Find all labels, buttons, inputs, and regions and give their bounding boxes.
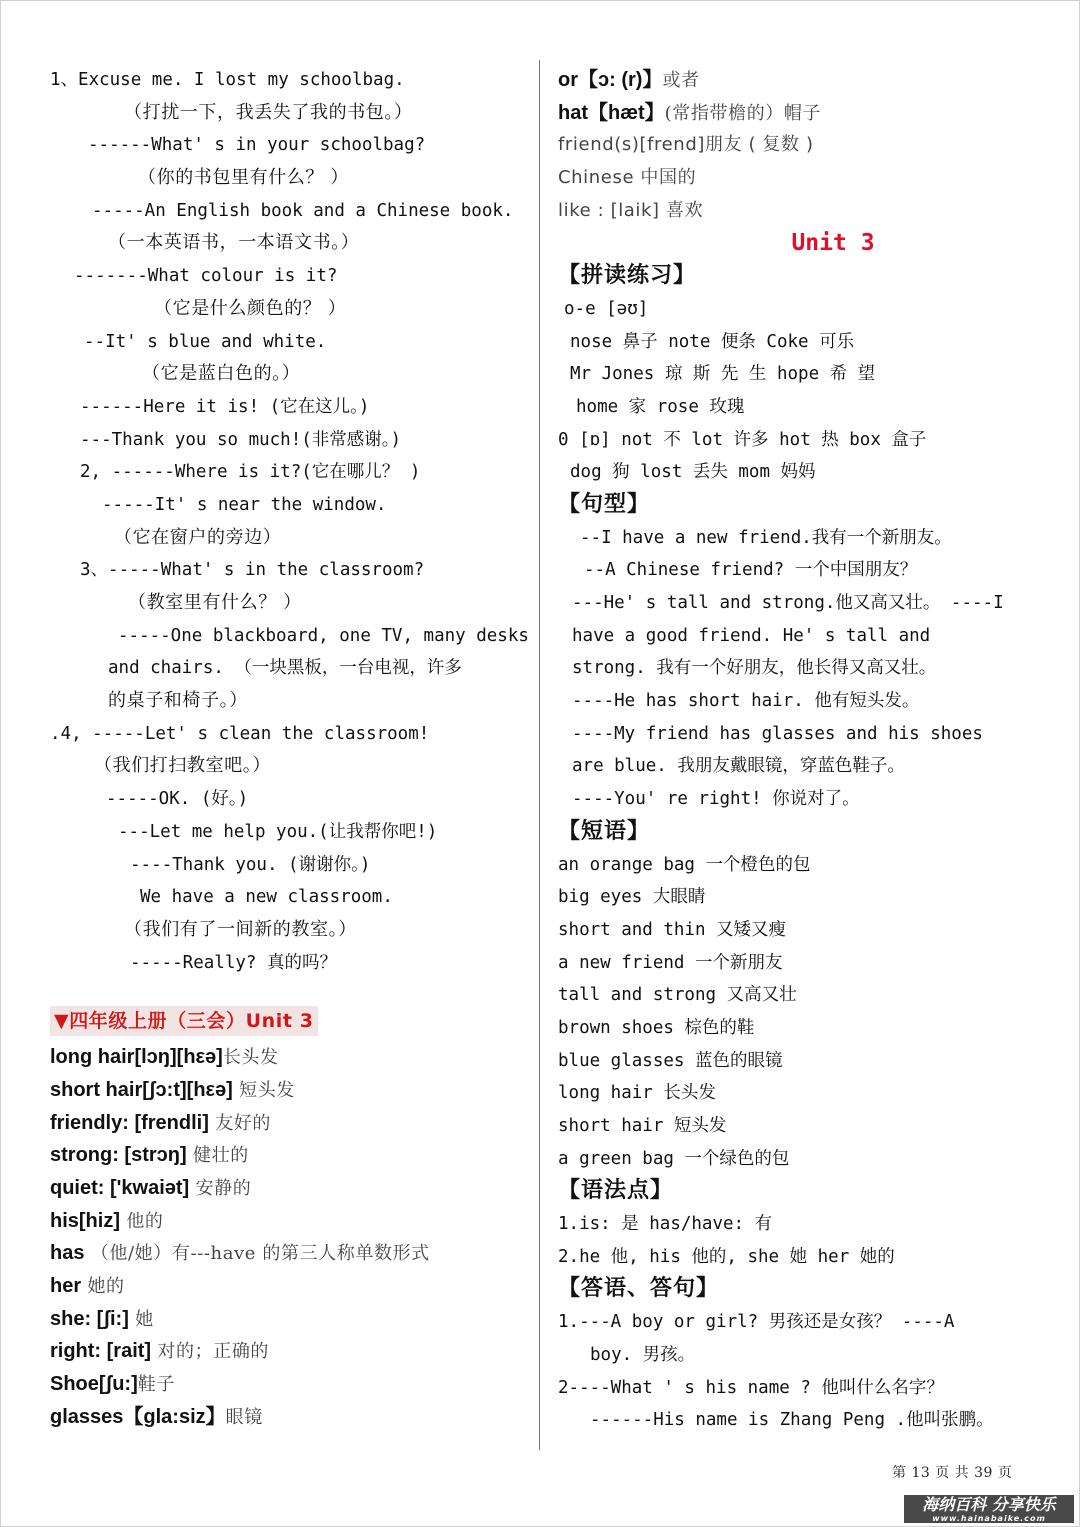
pattern-line: have a good friend. He' s tall and — [572, 625, 931, 646]
vocab-meaning: 长头发 — [222, 1047, 279, 1069]
spelling-list — [558, 293, 1048, 489]
vocab-item — [558, 64, 1048, 97]
page-footer: 第 13 页 共 39 页 — [892, 1465, 1013, 1481]
spelling-line: 0 [ɒ] not 不 lot 许多 hot 热 box 盒子 — [558, 429, 927, 450]
dialogue-line: -----It' s near the window. — [102, 494, 387, 515]
pattern-line: ----My friend has glasses and his shoes — [572, 723, 983, 744]
vocab-meaning: 他的 — [120, 1210, 164, 1232]
grammar-list — [558, 1208, 1048, 1273]
pattern-line: --I have a new friend.我有一个新朋友。 — [580, 527, 952, 548]
vocab-meaning: 短头发 — [232, 1079, 295, 1101]
dialogue-line: （它在窗户的旁边） — [114, 526, 282, 548]
vocab-item: friend(s)[frend]朋友 ( 复数 ) — [558, 134, 814, 156]
vocab-item — [558, 97, 1048, 130]
vocab-item — [50, 1041, 530, 1074]
dialogue-line: -----One blackboard, one TV, many desks — [118, 625, 529, 646]
vocab-item — [50, 1401, 530, 1434]
phrase-line: a green bag 一个绿色的包 — [558, 1148, 790, 1169]
section-title: ▼四年级上册（三会）Unit 3 — [50, 1006, 318, 1036]
vocab-item — [50, 1107, 530, 1140]
vocab-word: his[hiz] — [50, 1209, 120, 1232]
answer-heading: 【答语、答句】 — [558, 1276, 720, 1302]
vocab-item — [50, 1237, 530, 1270]
phrase-line: a new friend 一个新朋友 — [558, 952, 783, 973]
grammar-heading: 【语法点】 — [558, 1178, 674, 1204]
spelling-line: o-e [əʊ] — [564, 298, 649, 319]
vocab-meaning: (常指带檐的）帽子 — [664, 102, 822, 124]
vocab-meaning: 鞋子 — [137, 1374, 175, 1396]
dialogue-line: .4, -----Let' s clean the classroom! — [50, 723, 430, 744]
answer-line: 1.---A boy or girl? 男孩还是女孩？ ----A — [558, 1312, 955, 1333]
pattern-list — [558, 522, 1048, 816]
vocab-word: strong: [strɔŋ] — [50, 1144, 187, 1167]
phrase-line: big eyes 大眼睛 — [558, 887, 706, 908]
column-divider — [539, 60, 540, 1450]
watermark-text: 海纳百科 分享快乐 — [922, 1495, 1056, 1514]
phrase-line: tall and strong 又高又壮 — [558, 985, 797, 1006]
dialogue-line: （它是蓝白色的。） — [142, 363, 301, 385]
vocab-item — [50, 1335, 530, 1368]
vocab-meaning: 友好的 — [208, 1112, 272, 1134]
spelling-line: home 家 rose 玫瑰 — [576, 396, 745, 417]
dialogue-line: -----OK. (好。) — [106, 789, 249, 810]
vocab-word: has — [50, 1242, 85, 1265]
vocab-word: long hair[lɔŋ][hεə] — [50, 1046, 223, 1069]
pattern-line: ----He has short hair. 他有短头发。 — [572, 691, 920, 712]
vocab-item — [50, 1303, 530, 1336]
vocab-word: quiet: ['kwaiət] — [50, 1177, 190, 1199]
grammar-line: 1.is: 是 has/have: 有 — [558, 1214, 773, 1235]
vocab-word: Shoe[ʃu:] — [50, 1373, 138, 1396]
dialogue-line: ---Thank you so much!(非常感谢。) — [80, 429, 402, 450]
vocab-list — [50, 1041, 530, 1433]
vocab-word: her — [50, 1275, 82, 1298]
vocab-meaning: 她的 — [81, 1276, 125, 1298]
pattern-line: --A Chinese friend? 一个中国朋友？ — [584, 560, 918, 581]
dialogue-line: -----An English book and a Chinese book. — [92, 200, 514, 221]
answer-list — [558, 1306, 1048, 1437]
dialogue-line: （教室里有什么？ ） — [128, 592, 302, 613]
phrase-line: an orange bag 一个橙色的包 — [558, 854, 811, 875]
dialogue-line: ------What' s in your schoolbag? — [88, 135, 426, 156]
right-column — [558, 64, 1048, 1437]
vocab-item — [50, 1172, 530, 1205]
vocab-word: glasses【gla:siz】 — [50, 1405, 226, 1428]
dialogue-line: ------Here it is! (它在这儿。) — [80, 396, 370, 417]
vocab-word: she: [ʃi:] — [50, 1307, 129, 1330]
vocab-item — [50, 1205, 530, 1238]
spelling-line: Mr Jones 琼 斯 先 生 hope 希 望 — [570, 364, 876, 385]
dialogue-line: We have a new classroom. — [140, 887, 393, 908]
dialogue-line: -----Really? 真的吗？ — [130, 952, 337, 973]
vocab-meaning: （他/她）有---have 的第三人称单数形式 — [84, 1243, 430, 1265]
answer-line: ------His name is Zhang Peng .他叫张鹏。 — [590, 1410, 994, 1431]
vocab-word: friendly: [frendli] — [50, 1111, 209, 1134]
vocab-item — [50, 1270, 530, 1303]
dialogue-line: and chairs. （一块黑板，一台电视，许多 — [108, 658, 462, 679]
watermark-url: www.hainabaike.com — [932, 1514, 1046, 1523]
answer-line: boy. 男孩。 — [590, 1344, 696, 1365]
grammar-line: 2.he 他, his 他的, she 她 her 她的 — [558, 1246, 895, 1267]
vocab-item — [50, 1368, 530, 1401]
phrase-line: short hair 短头发 — [558, 1116, 727, 1136]
vocab-word: short hair[ʃɔ:t][hεə] — [50, 1078, 233, 1101]
phrase-line: brown shoes 棕色的鞋 — [558, 1017, 755, 1038]
pattern-line: are blue. 我朋友戴眼镜，穿蓝色鞋子。 — [572, 756, 905, 777]
vocab-meaning: 安静的 — [189, 1178, 252, 1199]
vocab-item — [50, 1074, 530, 1107]
pattern-heading: 【句型】 — [558, 491, 651, 517]
phrase-line: blue glasses 蓝色的眼镜 — [558, 1050, 783, 1071]
spelling-line: dog 狗 lost 丢失 mom 妈妈 — [570, 462, 816, 483]
vocab-meaning: 健壮的 — [186, 1145, 249, 1167]
dialogue-line: （一本英语书，一本语文书。） — [108, 232, 360, 254]
vocab-item — [50, 1139, 530, 1172]
phrase-line: long hair 长头发 — [558, 1083, 716, 1104]
dialogue-line: （打扰一下，我丢失了我的书包。） — [124, 101, 413, 123]
vocab-item: like : [laik] 喜欢 — [558, 199, 704, 221]
section-title-row — [50, 1003, 530, 1041]
dialogue-line: 3、-----What' s in the classroom? — [80, 560, 425, 581]
dialogue-line: （我们有了一间新的教室。） — [124, 918, 357, 940]
dialogue-line: ---Let me help you.(让我帮你吧!) — [118, 821, 438, 842]
dialogue-line: （我们打扫教室吧。） — [94, 755, 271, 777]
dialogue-line: -------What colour is it? — [74, 266, 338, 287]
dialogue-line: ----Thank you. (谢谢你。) — [130, 854, 371, 875]
answer-line: 2----What ' s his name ? 他叫什么名字？ — [558, 1377, 944, 1398]
pattern-line: strong. 我有一个好朋友，他长得又高又壮。 — [572, 658, 937, 679]
dialogue-line: （你的书包里有什么？ ） — [138, 167, 349, 189]
vocab-meaning: 对的；正确的 — [151, 1341, 270, 1363]
dialogue-line: 1、Excuse me. I lost my schoolbag. — [50, 70, 405, 90]
vocab-meaning: 她 — [128, 1308, 154, 1330]
dialogue-line: （它是什么颜色的？ ） — [154, 297, 347, 319]
unit-title: Unit 3 — [791, 230, 875, 257]
pattern-line: ---He' s tall and strong.他又高又壮。 ----I — [572, 593, 1004, 613]
dialogue-line: 的桌子和椅子。） — [108, 690, 248, 712]
vocab-meaning: 或者 — [662, 70, 700, 91]
spelling-line: nose 鼻子 note 便条 Coke 可乐 — [570, 331, 855, 352]
vocab-word: or【ɔ: (r)】 — [558, 69, 663, 91]
right-plain-vocab — [558, 129, 1048, 227]
vocab-word: hat【hæt】 — [558, 101, 665, 124]
vocab-item: Chinese 中国的 — [558, 167, 697, 189]
pattern-line: ----You' re right! 你说对了。 — [572, 789, 860, 810]
dialogue-list — [50, 64, 530, 979]
watermark-logo — [904, 1495, 1074, 1523]
dialogue-line: 2, ------Where is it?(它在哪儿？ ) — [80, 462, 421, 483]
phrase-list — [558, 849, 1048, 1176]
right-top-vocab — [558, 64, 1048, 129]
left-column — [50, 64, 530, 1434]
vocab-meaning: 眼镜 — [225, 1406, 263, 1428]
phrase-line: short and thin 又矮又瘦 — [558, 919, 787, 940]
vocab-word: right: [rait] — [50, 1340, 152, 1363]
spelling-heading: 【拼读练习】 — [558, 263, 697, 289]
dialogue-line: --It' s blue and white. — [84, 331, 327, 352]
phrase-heading: 【短语】 — [558, 818, 651, 844]
